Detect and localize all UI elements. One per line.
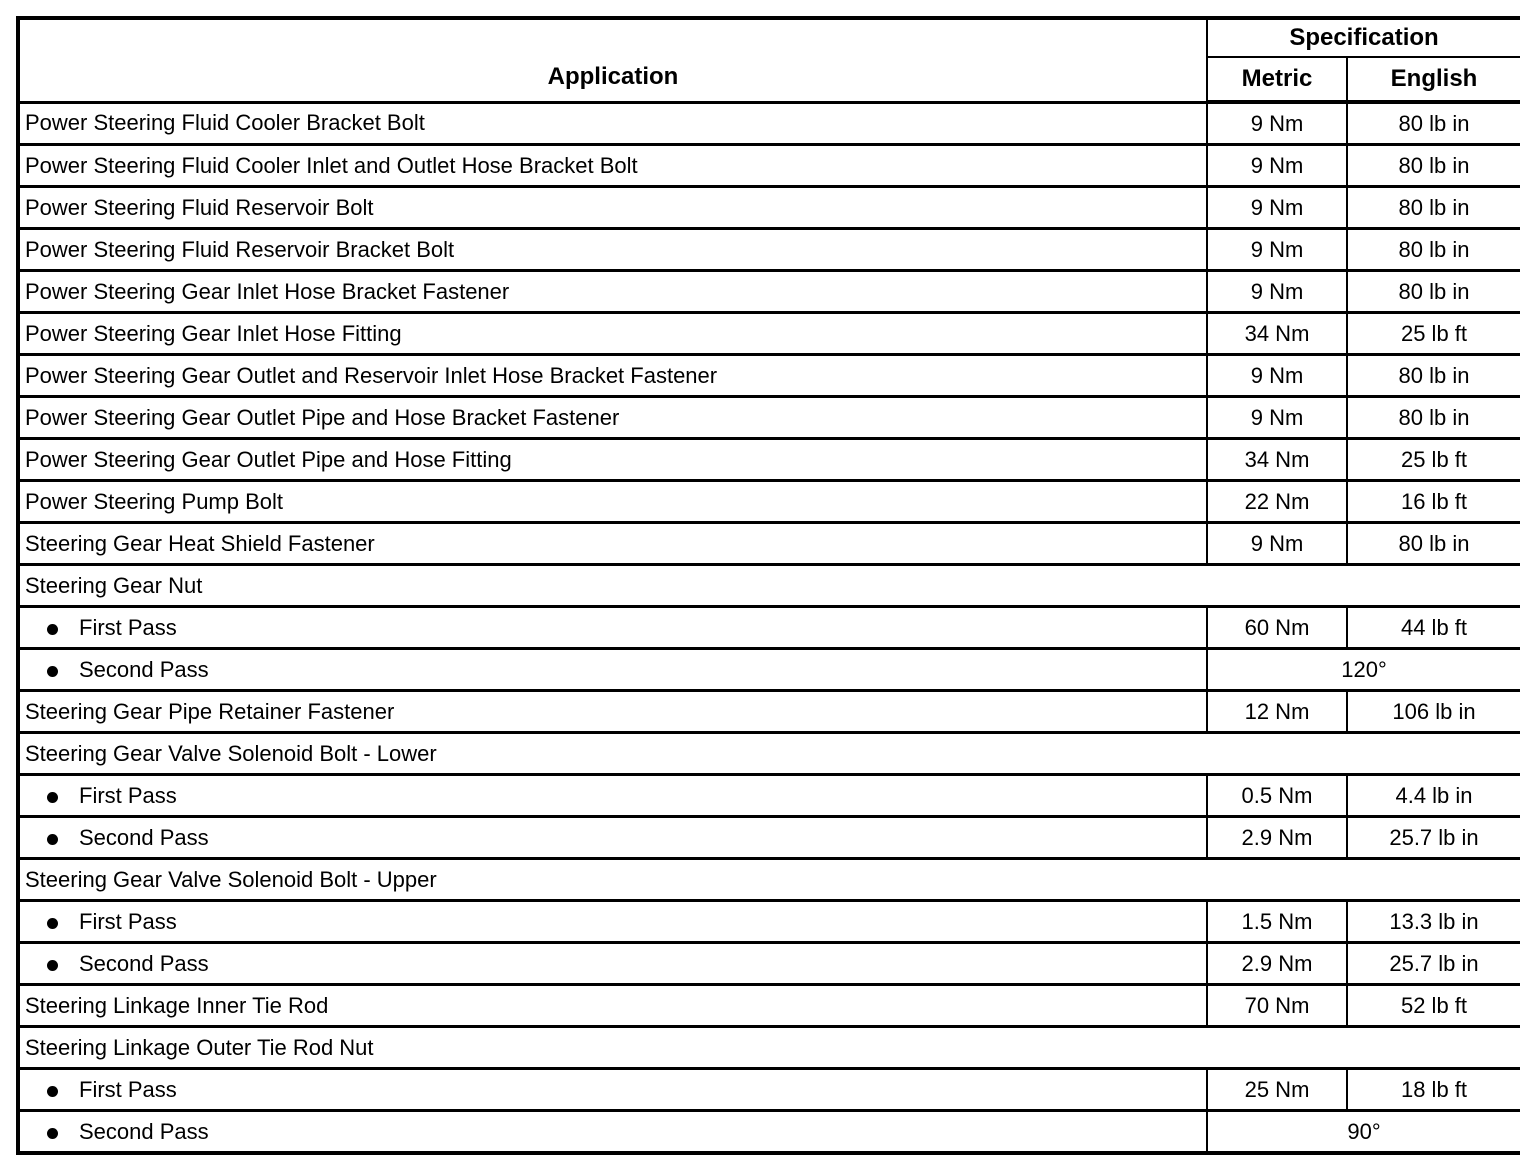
metric-value-cell: 22 Nm xyxy=(1207,481,1347,523)
column-header-specification: Specification xyxy=(1207,18,1520,57)
english-value-cell: 80 lb in xyxy=(1347,355,1520,397)
table-row xyxy=(18,523,1520,565)
english-value-cell: 25 lb ft xyxy=(1347,313,1520,355)
table-row xyxy=(18,102,1520,145)
table-row xyxy=(18,481,1520,523)
metric-value-cell: 9 Nm xyxy=(1207,355,1347,397)
english-value-cell: 80 lb in xyxy=(1347,187,1520,229)
english-value-cell: 13.3 lb in xyxy=(1347,901,1520,943)
table-row xyxy=(18,775,1520,817)
english-value-cell: 52 lb ft xyxy=(1347,985,1520,1027)
english-value-cell: 16 lb ft xyxy=(1347,481,1520,523)
column-header-metric: Metric xyxy=(1207,57,1347,102)
bullet-icon xyxy=(47,834,58,845)
column-header-application: Application xyxy=(18,18,1207,102)
application-label: Power Steering Gear Outlet Pipe and Hose Bracket Fastener xyxy=(25,404,620,430)
metric-value-cell: 9 Nm xyxy=(1207,145,1347,187)
application-cell xyxy=(18,187,1207,229)
application-label: Power Steering Fluid Cooler Bracket Bolt xyxy=(25,110,425,136)
bullet-icon xyxy=(47,960,58,971)
column-header-english: English xyxy=(1347,57,1520,102)
application-label: First Pass xyxy=(79,1076,177,1102)
section-row xyxy=(18,1027,1520,1069)
application-cell xyxy=(18,397,1207,439)
english-value-cell: 80 lb in xyxy=(1347,102,1520,145)
application-cell xyxy=(18,691,1207,733)
english-value-cell: 80 lb in xyxy=(1347,397,1520,439)
application-label: Steering Gear Nut xyxy=(25,572,203,598)
table-row xyxy=(18,355,1520,397)
bullet-icon xyxy=(47,1086,58,1097)
torque-spec-table xyxy=(16,16,1520,1155)
table-row xyxy=(18,1069,1520,1111)
application-label: Second Pass xyxy=(79,1118,209,1144)
metric-value-cell: 25 Nm xyxy=(1207,1069,1347,1111)
metric-value-cell: 2.9 Nm xyxy=(1207,943,1347,985)
metric-value-cell: 1.5 Nm xyxy=(1207,901,1347,943)
application-cell xyxy=(18,943,1207,985)
table-row xyxy=(18,187,1520,229)
header-row-top xyxy=(18,18,1520,57)
application-cell xyxy=(18,439,1207,481)
metric-value-cell: 9 Nm xyxy=(1207,187,1347,229)
application-label: Power Steering Gear Outlet and Reservoir Inlet Hose Bracket Fastener xyxy=(25,362,718,388)
table-row xyxy=(18,607,1520,649)
section-title-cell xyxy=(18,859,1520,901)
table-row xyxy=(18,145,1520,187)
application-cell xyxy=(18,817,1207,859)
application-cell xyxy=(18,271,1207,313)
application-label: Steering Linkage Outer Tie Rod Nut xyxy=(25,1034,374,1060)
section-row xyxy=(18,565,1520,607)
bullet-icon xyxy=(47,624,58,635)
metric-value-cell: 12 Nm xyxy=(1207,691,1347,733)
bullet-icon xyxy=(47,918,58,929)
application-label: Steering Gear Pipe Retainer Fastener xyxy=(25,698,395,724)
metric-value-cell: 9 Nm xyxy=(1207,271,1347,313)
application-label: Power Steering Fluid Reservoir Bracket Bolt xyxy=(25,236,455,262)
bullet-icon xyxy=(47,666,58,677)
application-label: Power Steering Pump Bolt xyxy=(25,488,284,514)
table-row xyxy=(18,817,1520,859)
english-value-cell: 80 lb in xyxy=(1347,229,1520,271)
section-title-cell xyxy=(18,565,1520,607)
english-value-cell: 25 lb ft xyxy=(1347,439,1520,481)
application-label: Steering Gear Valve Solenoid Bolt - Lower xyxy=(25,740,437,766)
application-label: Power Steering Gear Outlet Pipe and Hose Fitting xyxy=(25,446,512,472)
table-row xyxy=(18,229,1520,271)
table-row xyxy=(18,397,1520,439)
merged-spec-value-cell: 120° xyxy=(1207,649,1520,691)
section-row xyxy=(18,733,1520,775)
application-cell xyxy=(18,1111,1207,1154)
application-label: Steering Gear Valve Solenoid Bolt - Upper xyxy=(25,866,437,892)
table-row xyxy=(18,1111,1520,1154)
table-row xyxy=(18,691,1520,733)
metric-value-cell: 2.9 Nm xyxy=(1207,817,1347,859)
table-row xyxy=(18,439,1520,481)
application-label: First Pass xyxy=(79,614,177,640)
metric-value-cell: 9 Nm xyxy=(1207,523,1347,565)
application-label: Power Steering Gear Inlet Hose Fitting xyxy=(25,320,402,346)
application-cell xyxy=(18,775,1207,817)
section-row xyxy=(18,859,1520,901)
application-label: Power Steering Fluid Reservoir Bolt xyxy=(25,194,374,220)
metric-value-cell: 34 Nm xyxy=(1207,313,1347,355)
english-value-cell: 25.7 lb in xyxy=(1347,817,1520,859)
table-row xyxy=(18,649,1520,691)
bullet-icon xyxy=(47,1128,58,1139)
application-label: Steering Linkage Inner Tie Rod xyxy=(25,992,329,1018)
english-value-cell: 25.7 lb in xyxy=(1347,943,1520,985)
application-cell xyxy=(18,481,1207,523)
section-title-cell xyxy=(18,1027,1520,1069)
metric-value-cell: 60 Nm xyxy=(1207,607,1347,649)
application-label: Power Steering Gear Inlet Hose Bracket Fastener xyxy=(25,278,510,304)
application-cell xyxy=(18,355,1207,397)
table-row xyxy=(18,943,1520,985)
application-cell xyxy=(18,901,1207,943)
application-label: Second Pass xyxy=(79,656,209,682)
section-title-cell xyxy=(18,733,1520,775)
application-cell xyxy=(18,985,1207,1027)
application-label: First Pass xyxy=(79,782,177,808)
application-label: Second Pass xyxy=(79,950,209,976)
table-row xyxy=(18,985,1520,1027)
application-cell xyxy=(18,523,1207,565)
application-cell xyxy=(18,649,1207,691)
application-label: Second Pass xyxy=(79,824,209,850)
application-cell xyxy=(18,313,1207,355)
application-label: Power Steering Fluid Cooler Inlet and Outlet Hose Bracket Bolt xyxy=(25,152,638,178)
application-label: Steering Gear Heat Shield Fastener xyxy=(25,530,375,556)
table-row xyxy=(18,313,1520,355)
table-header xyxy=(18,18,1520,102)
table-row xyxy=(18,901,1520,943)
metric-value-cell: 9 Nm xyxy=(1207,397,1347,439)
english-value-cell: 106 lb in xyxy=(1347,691,1520,733)
metric-value-cell: 70 Nm xyxy=(1207,985,1347,1027)
spec-table-body xyxy=(18,102,1520,1153)
bullet-icon xyxy=(47,792,58,803)
merged-spec-value-cell: 90° xyxy=(1207,1111,1520,1154)
metric-value-cell: 9 Nm xyxy=(1207,229,1347,271)
english-value-cell: 80 lb in xyxy=(1347,145,1520,187)
english-value-cell: 80 lb in xyxy=(1347,523,1520,565)
english-value-cell: 80 lb in xyxy=(1347,271,1520,313)
application-cell xyxy=(18,1069,1207,1111)
metric-value-cell: 34 Nm xyxy=(1207,439,1347,481)
metric-value-cell: 0.5 Nm xyxy=(1207,775,1347,817)
english-value-cell: 44 lb ft xyxy=(1347,607,1520,649)
english-value-cell: 18 lb ft xyxy=(1347,1069,1520,1111)
english-value-cell: 4.4 lb in xyxy=(1347,775,1520,817)
application-label: First Pass xyxy=(79,908,177,934)
application-cell xyxy=(18,607,1207,649)
application-cell xyxy=(18,102,1207,145)
application-cell xyxy=(18,145,1207,187)
metric-value-cell: 9 Nm xyxy=(1207,102,1347,145)
table-row xyxy=(18,271,1520,313)
application-cell xyxy=(18,229,1207,271)
